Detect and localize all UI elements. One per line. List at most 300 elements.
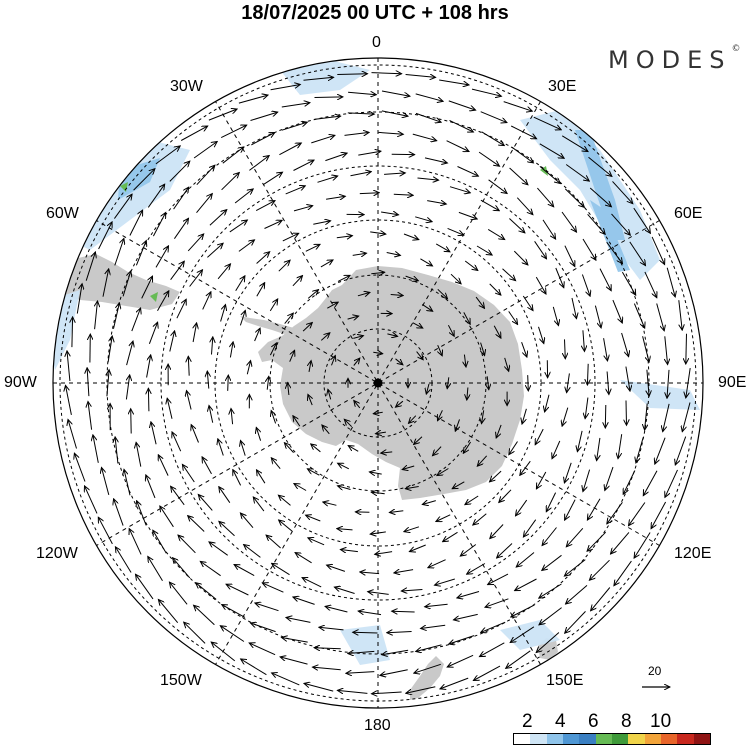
wind-vector — [209, 406, 213, 423]
wind-vector — [392, 611, 415, 612]
wind-vector — [284, 443, 293, 453]
wind-vector — [605, 467, 613, 490]
wind-vector — [404, 527, 419, 532]
wind-vector — [545, 395, 549, 412]
wind-vector — [626, 367, 630, 392]
wind-vector — [222, 605, 245, 618]
wind-vector — [251, 112, 278, 120]
wind-vector — [338, 463, 349, 469]
wind-vector — [223, 147, 244, 163]
wind-vector — [239, 240, 255, 252]
wind-vector — [542, 555, 562, 570]
colorbar-tick-6: 6 — [588, 711, 599, 732]
wind-vector — [181, 126, 208, 141]
wind-vector — [381, 212, 398, 215]
wind-vector — [509, 219, 525, 233]
wind-vector — [477, 246, 492, 255]
wind-vector — [454, 614, 478, 620]
wind-vector — [239, 95, 268, 103]
wind-vector — [218, 264, 230, 279]
wind-vector — [114, 303, 120, 329]
wind-vector — [458, 167, 479, 177]
lon-label-180: 180 — [364, 717, 391, 734]
wind-vector — [490, 284, 501, 295]
colorbar-swatch — [547, 734, 563, 744]
wind-vector — [115, 437, 118, 464]
wind-vector — [360, 193, 379, 194]
wind-vector — [222, 173, 240, 190]
wind-vector — [522, 409, 526, 424]
wind-vector — [68, 420, 77, 449]
wind-vector — [306, 244, 320, 251]
wind-vector — [325, 606, 347, 612]
wind-vector — [221, 125, 247, 138]
wind-vector — [311, 444, 321, 452]
wind-vector — [428, 560, 446, 568]
wind-vector — [131, 409, 132, 434]
wind-vector — [282, 103, 310, 107]
wind-vector — [345, 132, 370, 135]
wind-vector — [514, 251, 528, 265]
wind-vector — [465, 496, 478, 505]
wind-vector — [413, 134, 437, 141]
wind-vector — [257, 283, 265, 297]
wind-vector — [282, 122, 307, 130]
wind-vector — [506, 651, 531, 669]
wind-vector — [566, 528, 583, 547]
wind-vector — [318, 176, 338, 182]
wind-vector — [187, 391, 192, 410]
wind-vector — [249, 156, 269, 171]
wind-vector — [583, 330, 585, 351]
wind-vector — [88, 402, 92, 430]
wind-vector — [169, 582, 187, 604]
wind-vector — [74, 453, 85, 481]
wind-vector — [93, 435, 98, 463]
wind-vector — [251, 133, 274, 145]
lon-label-150e: 150E — [546, 672, 584, 689]
wind-vector — [675, 437, 685, 465]
wind-vector — [440, 678, 468, 689]
wind-vector — [249, 643, 275, 655]
wind-vector — [236, 276, 245, 291]
wind-vector — [582, 275, 590, 297]
wind-vector — [219, 521, 235, 535]
wind-vector — [565, 500, 576, 520]
wind-vector — [337, 529, 353, 530]
wind-vector — [421, 625, 446, 628]
wind-vector — [520, 461, 531, 475]
wind-vector — [449, 101, 476, 110]
wind-vector — [404, 234, 419, 240]
wind-vector — [564, 560, 585, 577]
wind-vector — [151, 422, 156, 444]
wind-vector — [562, 408, 568, 427]
wind-vector — [536, 472, 545, 489]
wind-vector — [539, 608, 562, 625]
wind-vector — [167, 398, 172, 419]
wind-vector — [153, 213, 165, 237]
wind-vector — [241, 659, 267, 675]
wind-vector — [126, 375, 129, 400]
wind-vector — [651, 502, 666, 529]
wind-vector — [667, 268, 675, 297]
new-zealand-landmass — [410, 656, 444, 700]
wind-vector — [136, 574, 154, 599]
wind-vector — [679, 300, 682, 330]
wind-vector — [271, 458, 280, 469]
wind-vector — [197, 165, 215, 185]
wind-vector — [353, 253, 367, 255]
wind-vector — [256, 427, 260, 440]
wind-vector — [308, 538, 324, 545]
wind-vector — [158, 455, 168, 476]
colorbar-swatch — [645, 734, 661, 744]
wind-vector — [346, 672, 374, 674]
colorbar-tick-4: 4 — [555, 711, 566, 732]
colorbar-swatch — [596, 734, 612, 744]
copyright-mark: © — [731, 44, 741, 54]
wind-vector — [325, 153, 347, 161]
wind-vector — [321, 260, 333, 267]
colorbar-tick-8: 8 — [621, 711, 632, 732]
wind-vector — [132, 308, 141, 331]
wind-vector — [473, 514, 487, 525]
south-pole-marker — [374, 379, 383, 388]
wind-vector — [439, 80, 469, 85]
wind-vector — [512, 147, 534, 163]
wind-vector — [184, 622, 205, 643]
wind-vector — [535, 429, 543, 445]
wind-vector — [307, 469, 319, 475]
wind-vector — [665, 470, 678, 498]
wind-vector — [219, 487, 230, 503]
wind-vector — [240, 513, 253, 528]
wind-vector — [149, 322, 157, 344]
wind-vector — [200, 561, 220, 575]
colorbar-swatch — [530, 734, 546, 744]
wind-vector — [293, 597, 315, 604]
wind-vector — [406, 75, 436, 78]
wind-vector — [449, 636, 474, 644]
precipitation-shading-green — [120, 166, 548, 302]
wind-vector — [197, 194, 213, 213]
wind-vector — [220, 626, 244, 642]
wind-vector — [450, 187, 470, 193]
wind-vector — [422, 501, 436, 505]
wind-scale-label: 20 — [648, 664, 662, 678]
wind-vector — [643, 336, 650, 362]
wind-vector — [194, 142, 217, 159]
wind-vector — [416, 645, 442, 652]
wind-vector — [394, 194, 413, 195]
wind-vector — [368, 592, 389, 595]
wind-vector — [611, 532, 629, 554]
wind-vector — [170, 331, 175, 352]
wind-vector — [226, 584, 248, 595]
wind-vector — [188, 234, 204, 251]
wind-vector — [313, 221, 330, 224]
wind-vector — [465, 261, 478, 271]
wind-vector — [443, 532, 458, 541]
wind-vector — [523, 296, 533, 311]
colorbar-swatch — [579, 734, 595, 744]
wind-vector — [136, 442, 141, 466]
wind-vector — [174, 218, 188, 238]
wind-vector — [607, 502, 623, 524]
wind-vector — [294, 206, 313, 211]
wind-vector — [371, 492, 384, 493]
wind-vector — [360, 572, 379, 574]
wind-vector — [262, 583, 283, 592]
wind-vector — [565, 246, 575, 267]
wind-vector — [314, 648, 341, 649]
wind-vector — [188, 516, 205, 532]
wind-vector — [420, 259, 432, 266]
colorbar-swatch — [612, 734, 628, 744]
wind-vector — [556, 268, 564, 288]
wind-vector — [384, 173, 405, 175]
wind-vector — [634, 533, 650, 559]
wind-vector — [389, 511, 403, 513]
colorbar-tick-10: 10 — [650, 711, 672, 732]
wind-vector — [380, 670, 408, 676]
wind-vector — [283, 233, 299, 241]
lon-label-120e: 120E — [674, 545, 712, 562]
colorbar-swatch — [628, 734, 644, 744]
wind-vector — [334, 587, 354, 593]
wind-vector — [279, 260, 290, 271]
wind-vector — [267, 376, 269, 389]
wind-vector — [338, 486, 351, 490]
wind-vector — [583, 470, 590, 492]
wind-vector — [409, 545, 425, 552]
wind-vector — [482, 132, 505, 146]
wind-vector — [435, 579, 455, 585]
lon-label-120w: 120W — [36, 545, 78, 562]
wind-vector — [87, 368, 89, 396]
colorbar-tick-2: 2 — [522, 711, 533, 732]
wind-vector — [536, 277, 546, 294]
wind-vector — [585, 398, 588, 419]
wind-vector — [279, 520, 293, 531]
lon-label-30w: 30W — [170, 78, 203, 95]
wind-vector — [595, 306, 601, 328]
lon-label-0: 0 — [372, 34, 381, 51]
wind-vector — [173, 558, 190, 578]
colorbar-swatch — [514, 734, 530, 744]
wind-vector — [212, 337, 213, 355]
wind-vector — [257, 470, 265, 483]
wind-vector — [604, 338, 608, 361]
wind-vector — [564, 463, 571, 483]
wind-vector — [418, 178, 439, 180]
wind-vector — [369, 472, 381, 474]
precipitation-colorbar — [513, 733, 711, 745]
wind-vector — [102, 468, 109, 495]
wind-vector — [565, 339, 566, 358]
wind-vector — [172, 432, 181, 451]
wind-vector — [587, 499, 600, 520]
wind-vector — [643, 471, 657, 496]
wind-vector — [591, 588, 610, 611]
wind-vector — [626, 401, 627, 426]
brand-name: MODES — [608, 46, 732, 74]
wind-vector — [304, 683, 333, 691]
wind-vector — [279, 143, 301, 155]
wind-vector — [372, 73, 402, 74]
colorbar-swatch — [694, 734, 710, 744]
colorbar-swatch — [677, 734, 693, 744]
wind-vector — [540, 166, 560, 183]
wind-vector — [319, 627, 344, 630]
wind-vector — [488, 574, 508, 585]
wind-vector — [539, 584, 562, 598]
wind-vector — [190, 270, 203, 287]
wind-vector — [587, 364, 588, 385]
wind-vector — [517, 198, 533, 215]
wind-vector — [481, 112, 507, 123]
lon-label-150w: 150W — [160, 672, 202, 689]
wind-vector — [597, 438, 600, 461]
wind-vector — [614, 561, 632, 586]
lon-label-60w: 60W — [46, 205, 79, 222]
wind-vector — [146, 475, 155, 498]
wind-vector — [293, 276, 303, 286]
wind-vector — [600, 269, 611, 291]
wind-vector — [425, 604, 448, 607]
wind-vector — [191, 425, 198, 443]
wind-vector — [515, 579, 537, 591]
wind-vector — [490, 525, 503, 539]
wind-vector — [562, 212, 577, 232]
wind-vector — [282, 638, 308, 643]
wind-vector — [67, 351, 70, 381]
wind-vector — [228, 375, 229, 391]
wind-vector — [272, 563, 290, 574]
wind-vector — [85, 486, 98, 514]
antarctic-peninsula — [240, 316, 294, 334]
wind-vector — [583, 239, 596, 260]
wind-vector — [375, 552, 392, 555]
wind-vector — [266, 535, 281, 548]
wind-vector — [188, 356, 189, 375]
wind-vector — [235, 189, 253, 203]
wind-vector — [337, 690, 367, 693]
wind-vector — [115, 238, 124, 265]
wind-vector — [387, 253, 401, 256]
colorbar-swatch — [661, 734, 677, 744]
wind-vector — [209, 109, 237, 120]
wind-vector — [210, 210, 227, 226]
wind-vector — [510, 168, 528, 185]
wind-vector — [436, 244, 450, 252]
wind-vector — [553, 307, 558, 326]
wind-vector — [115, 547, 131, 573]
wind-vector — [234, 565, 254, 576]
wind-vector — [270, 299, 277, 311]
wind-vector — [589, 560, 609, 580]
wind-vector — [230, 342, 233, 358]
map-title: 18/07/2025 00 UTC + 108 hrs — [241, 2, 509, 24]
lon-label-90e: 90E — [718, 374, 747, 391]
wind-vector — [255, 328, 261, 341]
wind-vector — [542, 528, 556, 546]
wind-vector — [66, 385, 72, 415]
wind-vector — [209, 542, 228, 555]
wind-vector — [372, 692, 402, 694]
wind-vector — [348, 92, 376, 95]
wind-vector — [686, 334, 687, 364]
wind-vector — [401, 590, 422, 592]
wind-vector — [337, 236, 353, 238]
wind-vector — [523, 520, 535, 537]
wind-vector — [294, 484, 306, 491]
wind-vector — [241, 441, 246, 456]
wind-vector — [629, 503, 645, 526]
wind-vector — [231, 409, 233, 425]
wind-vector — [148, 557, 163, 581]
wind-vector — [504, 102, 533, 112]
wind-vector — [233, 470, 241, 486]
wind-vector — [156, 246, 169, 268]
wind-vector — [587, 532, 606, 551]
wind-vector — [114, 499, 124, 526]
wind-vector — [634, 304, 644, 329]
wind-vector — [416, 113, 441, 122]
wind-vector — [203, 292, 211, 310]
wind-vector — [124, 469, 130, 495]
wind-vector — [98, 517, 112, 544]
wind-vector — [306, 515, 321, 521]
wind-vector — [613, 300, 622, 323]
wind-vector — [467, 564, 485, 575]
wind-vector — [577, 431, 582, 452]
wind-vector — [488, 229, 505, 239]
wind-vector — [323, 502, 337, 505]
wind-vector — [177, 299, 186, 318]
wind-vector — [457, 592, 479, 598]
wind-vector — [537, 188, 553, 207]
wind-vector — [326, 196, 345, 199]
wind-vector — [251, 623, 276, 632]
wind-vector — [450, 120, 474, 132]
wind-vector — [351, 172, 372, 176]
wind-vector — [353, 632, 378, 633]
wind-vector — [263, 172, 282, 185]
wind-vector — [302, 578, 321, 587]
wind-vector — [565, 611, 586, 633]
wind-vector — [655, 438, 665, 464]
wind-vector — [623, 471, 635, 495]
wind-vector — [605, 405, 606, 428]
wind-vector — [265, 220, 283, 228]
wind-vector — [286, 186, 306, 194]
wind-vector — [194, 605, 215, 624]
wind-vector — [218, 439, 224, 456]
wind-vector — [253, 497, 264, 511]
wind-vector — [415, 217, 432, 222]
wind-vector — [348, 113, 375, 114]
wind-vector — [394, 570, 413, 573]
wind-vector — [174, 187, 189, 209]
lon-label-30e: 30E — [548, 78, 577, 95]
lon-label-90w: 90W — [4, 374, 37, 391]
wind-vector — [516, 500, 527, 516]
wind-vector — [211, 642, 235, 661]
wind-vector — [271, 411, 275, 424]
wind-vector — [294, 160, 315, 170]
